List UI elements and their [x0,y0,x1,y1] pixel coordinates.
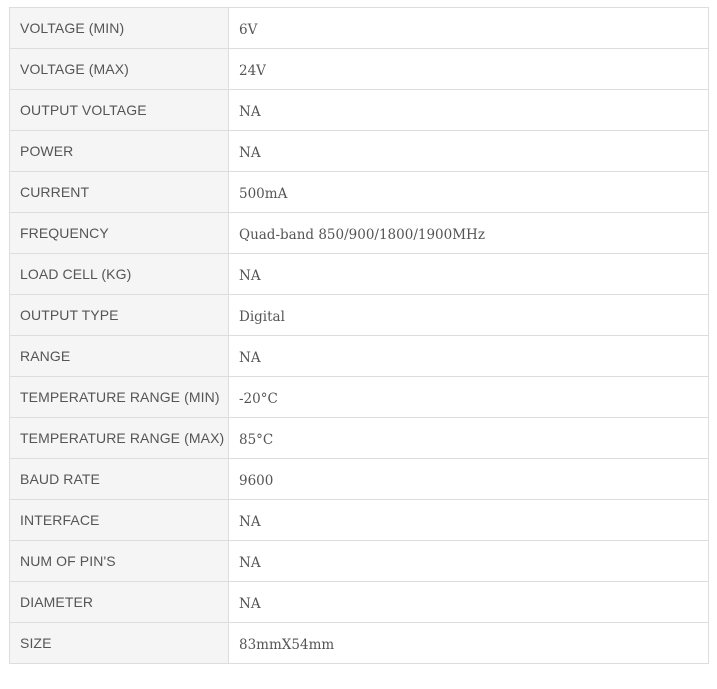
table-row [10,49,709,90]
table-row [10,418,709,459]
spec-label-temperature-range-max: TEMPERATURE RANGE (MAX) [10,418,229,459]
table-row [10,336,709,377]
spec-value-baud-rate: 9600 [229,459,709,500]
spec-label-diameter: DIAMETER [10,582,229,623]
spec-value-power: NA [229,131,709,172]
spec-value-diameter: NA [229,582,709,623]
table-row [10,582,709,623]
table-row [10,295,709,336]
table-row [10,254,709,295]
table-row [10,131,709,172]
spec-label-frequency: FREQUENCY [10,213,229,254]
spec-value-voltage-max: 24V [229,49,709,90]
spec-label-baud-rate: BAUD RATE [10,459,229,500]
table-row [10,541,709,582]
spec-value-size: 83mmX54mm [229,623,709,664]
table-row [10,213,709,254]
table-row [10,8,709,49]
spec-label-size: SIZE [10,623,229,664]
spec-value-voltage-min: 6V [229,8,709,49]
table-row [10,377,709,418]
spec-value-current: 500mA [229,172,709,213]
spec-label-temperature-range-min: TEMPERATURE RANGE (MIN) [10,377,229,418]
spec-value-frequency: Quad-band 850/900/1800/1900MHz [229,213,709,254]
spec-label-num-of-pins: NUM OF PIN'S [10,541,229,582]
table-row [10,459,709,500]
spec-label-current: CURRENT [10,172,229,213]
spec-label-output-voltage: OUTPUT VOLTAGE [10,90,229,131]
specifications-table [9,7,709,664]
table-row [10,623,709,664]
spec-label-output-type: OUTPUT TYPE [10,295,229,336]
spec-label-interface: INTERFACE [10,500,229,541]
spec-value-range: NA [229,336,709,377]
spec-label-range: RANGE [10,336,229,377]
spec-label-voltage-max: VOLTAGE (MAX) [10,49,229,90]
spec-value-temperature-range-min: -20°C [229,377,709,418]
spec-value-load-cell: NA [229,254,709,295]
spec-label-load-cell: LOAD CELL (KG) [10,254,229,295]
spec-label-power: POWER [10,131,229,172]
spec-value-num-of-pins: NA [229,541,709,582]
table-row [10,500,709,541]
spec-label-voltage-min: VOLTAGE (MIN) [10,8,229,49]
table-row [10,90,709,131]
spec-value-output-voltage: NA [229,90,709,131]
spec-value-output-type: Digital [229,295,709,336]
spec-value-temperature-range-max: 85°C [229,418,709,459]
spec-value-interface: NA [229,500,709,541]
table-row [10,172,709,213]
